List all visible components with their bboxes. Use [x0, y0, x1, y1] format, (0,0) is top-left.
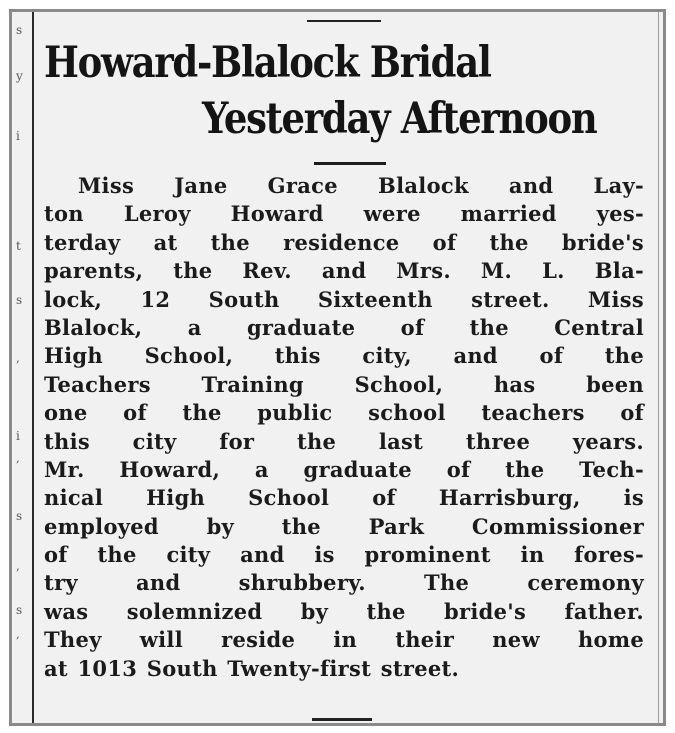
article-body	[44, 172, 644, 683]
left-margin-fragments: s y i t s , i , s , s ,	[16, 23, 23, 641]
body-line: at 1013 South Twenty-first street.	[44, 655, 460, 681]
body-line: this city for the last three years.	[44, 428, 644, 454]
body-line: Mr. Howard, a graduate of the Tech-	[44, 456, 644, 482]
body-line: They will reside in their new home	[44, 627, 644, 653]
headline-line-2: Yesterday Afternoon	[202, 94, 597, 144]
headline	[12, 12, 663, 162]
body-line: Miss Jane Grace Blalock and Lay-	[78, 173, 644, 198]
body-line: High School, this city, and of the	[44, 343, 644, 369]
body-line: parents, the Rev. and Mrs. M. L. Bla-	[44, 258, 644, 284]
body-line: lock, 12 South Sixteenth street. Miss	[44, 286, 644, 312]
body-line: Teachers Training School, has been	[44, 371, 644, 397]
body-line: one of the public school teachers of	[44, 400, 644, 426]
body-line: was solemnized by the bride's father.	[44, 598, 644, 624]
body-line: nical High School of Harrisburg, is	[44, 485, 644, 511]
body-line: ton Leroy Howard were married yes-	[44, 201, 644, 227]
body-line: Blalock, a graduate of the Central	[44, 314, 644, 340]
body-line: terday at the residence of the bride's	[44, 229, 644, 255]
body-line: try and shrubbery. The ceremony	[44, 570, 644, 596]
clipping-frame	[9, 9, 666, 726]
bottom-rule	[312, 718, 372, 721]
headline-divider	[314, 162, 386, 165]
body-line: employed by the Park Commissioner	[44, 513, 644, 539]
headline-line-1: Howard-Blalock Bridal	[44, 38, 491, 88]
body-line: of the city and is prominent in fores-	[44, 542, 644, 568]
